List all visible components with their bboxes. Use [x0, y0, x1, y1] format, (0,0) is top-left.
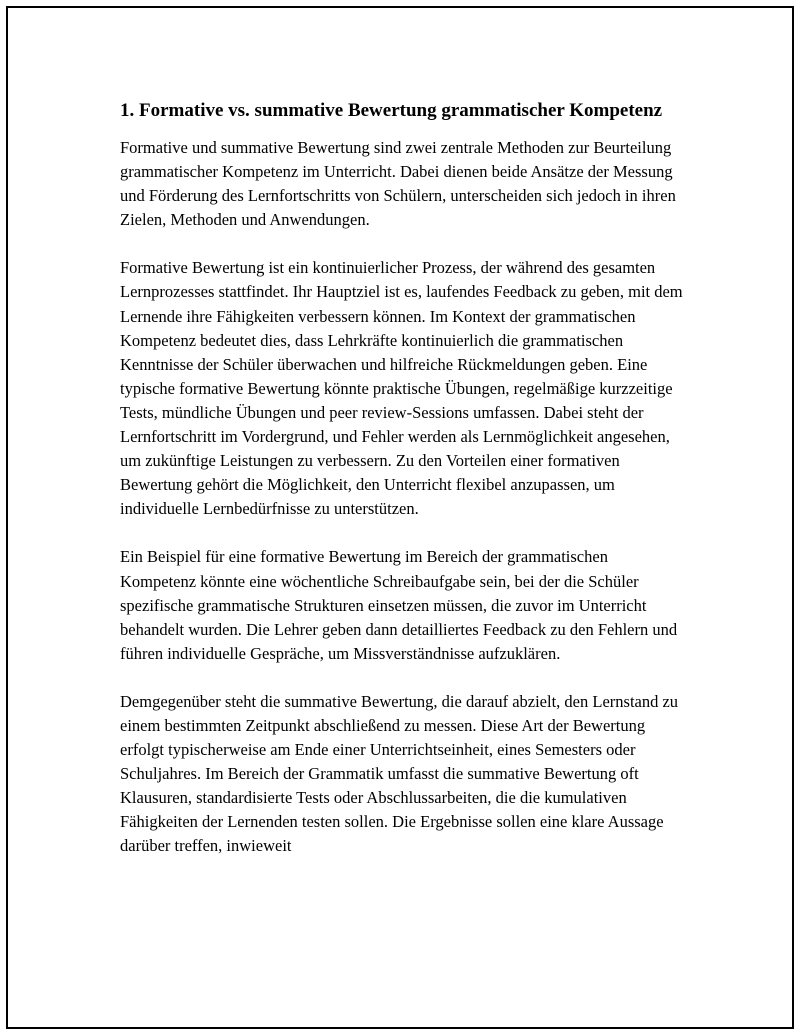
paragraph-intro: Formative und summative Bewertung sind zwei zentrale Methoden zur Beurteilung grammatischer Kompetenz im Unterricht. Dabei dienen beide Ansätze der Messung und Förderung des Lernfortschritts von Schülern, unterscheiden sich jedoch in ihren Zielen, Methoden und Anwendungen. [120, 138, 676, 230]
document-body [120, 98, 688, 883]
paragraph-formative-example: Ein Beispiel für eine formative Bewertung im Bereich der grammatischen Kompetenz könnte eine wöchentliche Schreibaufgabe sein, bei der die Schüler spezifische grammatische Strukturen einsetzen müssen, die zuvor im Unterricht behandelt wurden. Die Lehrer geben dann detailliertes Feedback zu den Fehlern und führen individuelle Gespräche, um Missverständnisse aufzuklären. [120, 547, 678, 663]
section-title: 1. Formative vs. summative Bewertung grammatischer Kompetenz [120, 100, 663, 121]
paragraph-formative: Formative Bewertung ist ein kontinuierlicher Prozess, der während des gesamten Lernprozesses stattfindet. Ihr Hauptziel ist es, laufendes Feedback zu geben, mit dem Lernende ihre Fähigkeiten verbessern können. Im Kontext der grammatischen Kompetenz bedeutet dies, dass Lehrkräfte kontinuierlich die grammatischen Kenntnisse der Schüler überwachen und hilfreiche Rückmeldungen geben. Eine typische formative Bewertung könnte praktische Übungen, regelmäßige kurzzeitige Tests, mündliche Übungen und peer review-Sessions umfassen. Dabei steht der Lernfortschritt im Vordergrund, und Fehler werden als Lernmöglichkeit angesehen, um zukünftige Leistungen zu verbessern. Zu den Vorteilen einer formativen Bewertung gehört die Möglichkeit, den Unterricht flexibel anzupassen, um individuelle Lernbedürfnisse zu unterstützen. [120, 258, 683, 519]
paragraph-summative: Demgegenüber steht die summative Bewertung, die darauf abzielt, den Lernstand zu einem bestimmten Zeitpunkt abschließend zu messen. Diese Art der Bewertung erfolgt typischerweise am Ende einer Unterrichtseinheit, eines Semesters oder Schuljahres. Im Bereich der Grammatik umfasst die summative Bewertung oft Klausuren, standardisierte Tests oder Abschlussarbeiten, die die kumulativen Fähigkeiten der Lernenden testen sollen. Die Ergebnisse sollen eine klare Aussage darüber treffen, inwieweit [120, 691, 679, 856]
page-frame [6, 6, 794, 1029]
